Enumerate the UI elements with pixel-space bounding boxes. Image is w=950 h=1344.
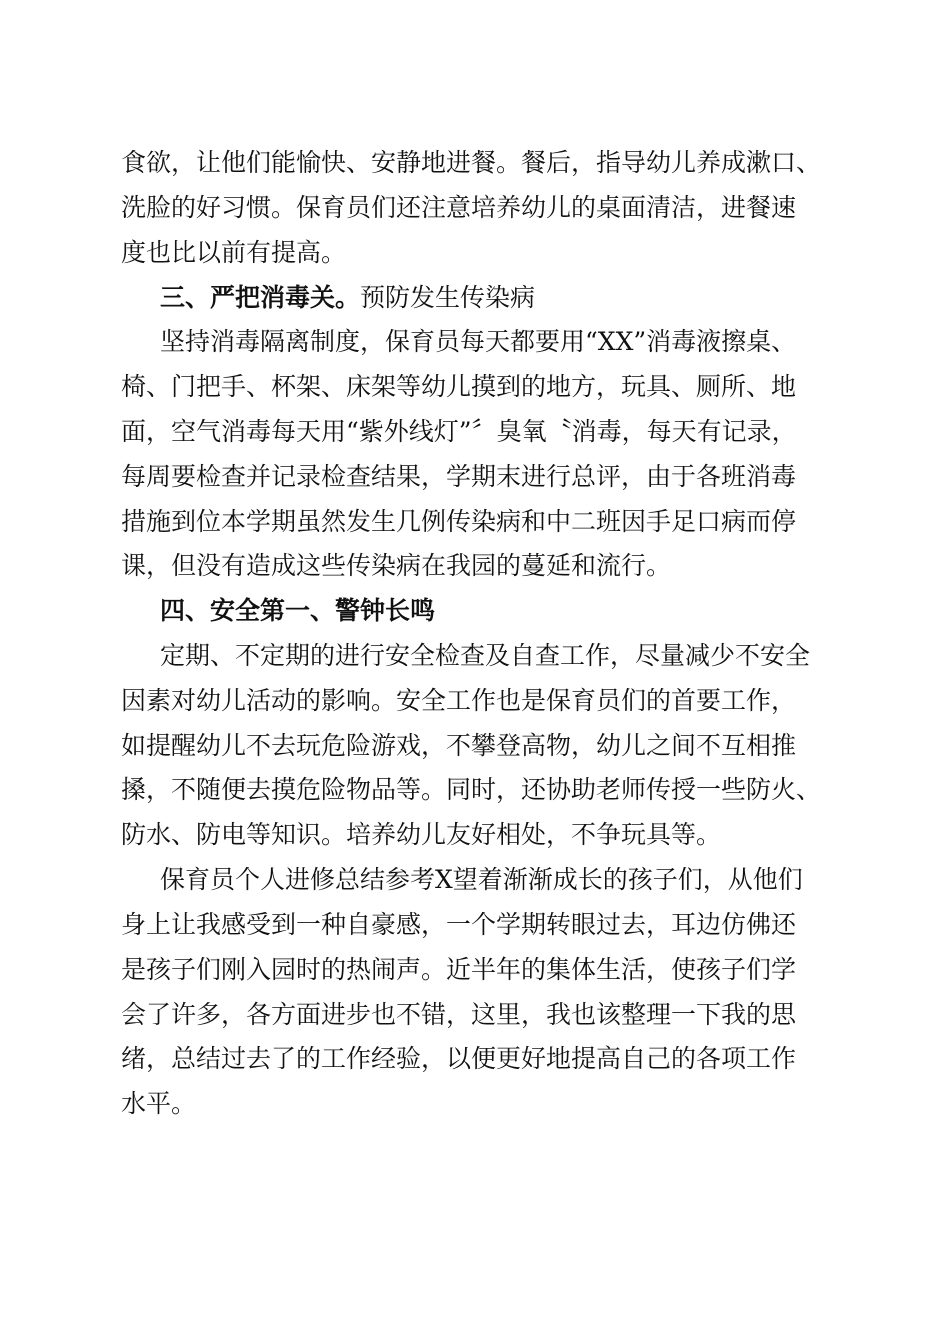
body-text-line: 坚持消毒隔离制度，保育员每天都要用“XX”消毒液擦桌、 [160, 327, 797, 356]
body-text-line: 搡，不随便去摸危险物品等。同时，还协助老师传授一些防火、 [121, 775, 822, 804]
body-text-line: 因素对幼儿活动的影响。安全工作也是保育员们的首要工作， [121, 686, 797, 715]
body-text-line: 定期、不定期的进行安全检查及自查工作，尽量减少不安全 [160, 641, 811, 670]
body-text-line: 面，空气消毒每天用“紫外线灯”〞臭氧〝消毒，每天有记录， [121, 417, 797, 446]
section-heading [160, 278, 535, 318]
body-text-line: 度也比以前有提高。 [121, 238, 347, 267]
body-text-line: 身上让我感受到一种自豪感，一个学期转眼过去，耳边仿佛还 [121, 910, 797, 939]
body-text-line: 食欲，让他们能愉快、安静地进餐。餐后，指导幼儿养成漱口、 [121, 148, 822, 177]
body-text-line: 保育员个人进修总结参考X望着渐渐成长的孩子们，从他们 [160, 865, 803, 894]
section-heading-bold: 三、严把消毒关。 [160, 283, 361, 312]
body-text-line: 会了许多，各方面进步也不错，这里，我也该整理一下我的思 [121, 1000, 797, 1029]
body-text-line: 防水、防电等知识。培养幼儿友好相处，不争玩具等。 [121, 820, 722, 849]
body-text-line: 洗脸的好习惯。保育员们还注意培养幼儿的桌面清洁，进餐速 [121, 193, 797, 222]
body-text-line: 是孩子们刚入园时的热闹声。近半年的集体生活，使孩子们学 [121, 955, 797, 984]
section-heading: 四、安全第一、警钟长鸣 [160, 596, 436, 625]
body-text-line: 绪，总结过去了的工作经验，以便更好地提高自己的各项工作 [121, 1044, 797, 1073]
body-text-line: 课，但没有造成这些传染病在我园的蔓延和流行。 [121, 551, 672, 580]
body-text-line: 水平。 [121, 1089, 197, 1118]
body-text-line: 措施到位本学期虽然发生几例传染病和中二班因手足口病而停 [121, 507, 797, 536]
section-heading-rest: 预防发生传染病 [360, 283, 536, 312]
body-text-line: 如提醒幼儿不去玩危险游戏，不攀登高物，幼儿之间不互相推 [121, 731, 797, 760]
body-text-line: 每周要检查并记录检查结果，学期末进行总评，由于各班消毒 [121, 462, 797, 491]
body-text-line: 椅、门把手、杯架、床架等幼儿摸到的地方，玩具、厕所、地 [121, 372, 797, 401]
